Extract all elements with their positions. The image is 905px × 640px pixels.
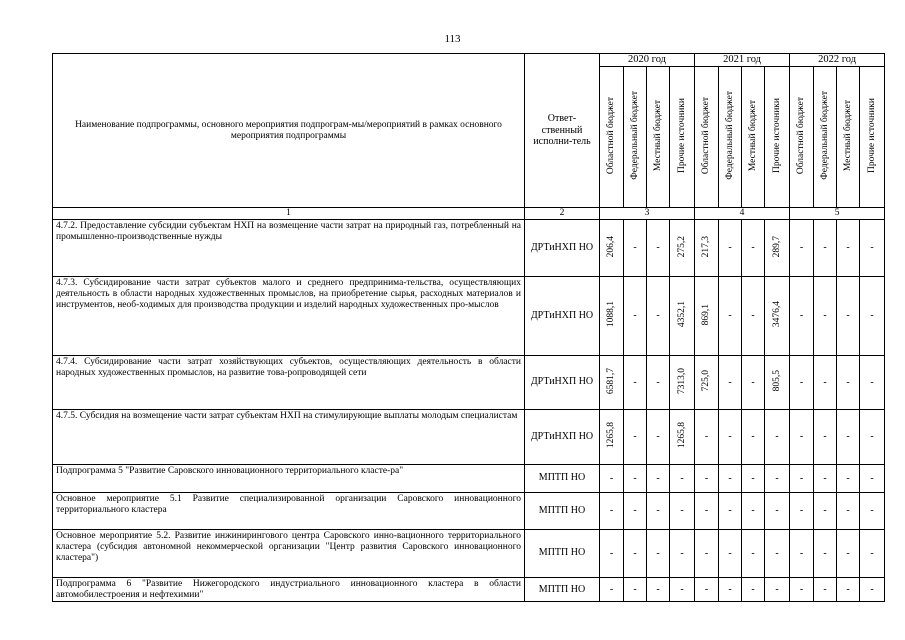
row-value: - xyxy=(728,584,732,596)
row-value: - xyxy=(870,376,874,388)
row-value-cell xyxy=(695,410,719,465)
row-executor: МПТП НО xyxy=(525,578,600,602)
row-value-cell xyxy=(860,277,885,356)
row-value-cell xyxy=(837,530,860,578)
row-value: 805,5 xyxy=(771,370,782,392)
table-row xyxy=(53,410,885,465)
row-value: 275,2 xyxy=(676,235,687,257)
row-value-cell xyxy=(860,220,885,277)
row-value: - xyxy=(751,431,755,443)
row-value-cell xyxy=(624,530,647,578)
source-header xyxy=(742,67,765,208)
row-value: - xyxy=(609,547,614,559)
table-row xyxy=(53,220,885,277)
row-value-cell xyxy=(742,578,765,602)
row-executor: ДРТиНХП НО xyxy=(525,277,600,356)
row-value: - xyxy=(846,505,850,517)
row-value-cell xyxy=(837,410,860,465)
col-number-2: 2 xyxy=(525,208,600,220)
row-value-cell xyxy=(742,220,765,277)
row-value-cell xyxy=(719,493,742,530)
row-value: - xyxy=(680,472,684,484)
row-value: - xyxy=(799,547,804,559)
source-header xyxy=(860,67,885,208)
row-value-cell xyxy=(765,356,790,410)
row-value-cell xyxy=(790,410,814,465)
row-value-cell xyxy=(695,220,719,277)
source-header xyxy=(600,67,624,208)
row-value: 217,3 xyxy=(701,235,712,257)
row-value-cell xyxy=(600,493,624,530)
row-value: - xyxy=(846,547,850,559)
row-value-cell xyxy=(790,530,814,578)
row-value-cell xyxy=(647,530,670,578)
row-value: - xyxy=(823,242,827,254)
row-value: - xyxy=(823,472,827,484)
source-header xyxy=(670,67,695,208)
row-value: - xyxy=(633,547,637,559)
row-value-cell xyxy=(837,493,860,530)
row-value-cell xyxy=(765,277,790,356)
row-value: - xyxy=(751,376,755,388)
row-value: 206,4 xyxy=(606,235,617,257)
row-value: - xyxy=(775,472,779,484)
source-header xyxy=(814,67,837,208)
source-header-label: Прочие источники xyxy=(866,97,877,173)
row-value-cell xyxy=(647,356,670,410)
row-executor: ДРТиНХП НО xyxy=(525,410,600,465)
source-header-label: Федеральный бюджет xyxy=(819,90,830,180)
row-value-cell xyxy=(790,356,814,410)
row-value: - xyxy=(775,431,779,443)
row-value: - xyxy=(823,431,827,443)
row-value-cell xyxy=(695,530,719,578)
source-header-label: Областной бюджет xyxy=(796,96,807,174)
table-row xyxy=(53,277,885,356)
row-value-cell xyxy=(670,578,695,602)
row-description: 4.7.2. Предоставление субсидии субъектам НХП на возмещение части затрат на природный газ, потребленный на промышленно-производственные нужды xyxy=(53,220,525,277)
row-value-cell xyxy=(860,578,885,602)
row-value: - xyxy=(775,547,779,559)
row-value-cell xyxy=(647,277,670,356)
row-value: - xyxy=(846,431,850,443)
row-value-cell xyxy=(695,493,719,530)
col-number-5: 5 xyxy=(790,208,885,220)
row-value: - xyxy=(728,376,732,388)
source-header-label: Федеральный бюджет xyxy=(629,90,640,180)
row-description: Основное мероприятие 5.1 Развитие специализированной организации Саровского инновационного территориального кластера xyxy=(53,493,525,530)
row-value: - xyxy=(704,472,709,484)
row-value-cell xyxy=(600,530,624,578)
row-value-cell xyxy=(837,220,860,277)
row-executor: ДРТиНХП НО xyxy=(525,356,600,410)
row-value: - xyxy=(751,310,755,322)
row-value: - xyxy=(633,431,637,443)
row-value: - xyxy=(846,472,850,484)
row-value: - xyxy=(846,584,850,596)
source-header xyxy=(695,67,719,208)
year-header-2021: 2021 год xyxy=(695,54,790,67)
row-value-cell xyxy=(647,493,670,530)
row-value: - xyxy=(728,472,732,484)
source-header-label: Прочие источники xyxy=(676,97,687,173)
row-executor: МПТП НО xyxy=(525,465,600,493)
row-value: - xyxy=(609,584,614,596)
source-header-label: Областной бюджет xyxy=(606,96,617,174)
source-header-label: Местный бюджет xyxy=(842,99,853,171)
row-value-cell xyxy=(814,493,837,530)
row-value-cell xyxy=(814,465,837,493)
row-value: - xyxy=(823,505,827,517)
row-value-cell xyxy=(624,410,647,465)
row-value: - xyxy=(609,505,614,517)
row-value: - xyxy=(609,472,614,484)
row-value-cell xyxy=(860,493,885,530)
row-value: - xyxy=(728,242,732,254)
row-value: - xyxy=(846,376,850,388)
row-value-cell xyxy=(670,493,695,530)
row-value: - xyxy=(799,310,804,322)
row-value: - xyxy=(799,505,804,517)
row-value-cell xyxy=(600,277,624,356)
row-value: - xyxy=(633,376,637,388)
row-value-cell xyxy=(742,356,765,410)
source-header xyxy=(837,67,860,208)
row-value: - xyxy=(728,310,732,322)
row-value: - xyxy=(775,584,779,596)
row-value-cell xyxy=(670,356,695,410)
row-description: 4.7.4. Субсидирование части затрат хозяйствующих субъектов, осуществляющих деятельность в области народных художественных промыслов, на развитие това-ропроводящей сети xyxy=(53,356,525,410)
row-value-cell xyxy=(719,277,742,356)
page-number: 113 xyxy=(444,33,461,45)
row-value-cell xyxy=(860,530,885,578)
row-value-cell xyxy=(670,410,695,465)
source-header xyxy=(719,67,742,208)
row-value: - xyxy=(656,505,660,517)
row-executor: МПТП НО xyxy=(525,493,600,530)
row-value-cell xyxy=(695,356,719,410)
row-value-cell xyxy=(837,277,860,356)
source-header xyxy=(765,67,790,208)
row-value: - xyxy=(799,472,804,484)
source-header-label: Областной бюджет xyxy=(701,96,712,174)
row-value: - xyxy=(799,584,804,596)
row-value-cell xyxy=(790,220,814,277)
row-description: 4.7.3. Субсидирование части затрат субъектов малого и среднего предпринима-тельства, осуществляющих деятельность в области народных художественных промыслов, на приобретение сырья, расходных материалов и инструментов, необ-ходимых для производства продукции и изделий народных художественных про-мыслов xyxy=(53,277,525,356)
row-description: Подпрограмма 6 "Развитие Нижегородского индустриального инновационного кластера в области автомобилестроения и нефтехимии" xyxy=(53,578,525,602)
row-value-cell xyxy=(670,465,695,493)
row-value-cell xyxy=(670,220,695,277)
col-number-4: 4 xyxy=(695,208,790,220)
row-value-cell xyxy=(600,410,624,465)
row-value: - xyxy=(846,310,850,322)
row-value-cell xyxy=(860,410,885,465)
row-description: 4.7.5. Субсидия на возмещение части затрат субъектам НХП на стимулирующие выплаты молодым специалистам xyxy=(53,410,525,465)
row-value-cell xyxy=(790,465,814,493)
year-header-2020: 2020 год xyxy=(600,54,695,67)
row-value: - xyxy=(633,472,637,484)
row-value-cell xyxy=(624,277,647,356)
row-value-cell xyxy=(624,356,647,410)
row-value: - xyxy=(728,547,732,559)
row-value-cell xyxy=(600,465,624,493)
row-value: - xyxy=(633,584,637,596)
source-header xyxy=(624,67,647,208)
row-value-cell xyxy=(647,220,670,277)
row-value-cell xyxy=(695,277,719,356)
row-executor: МПТП НО xyxy=(525,530,600,578)
row-value-cell xyxy=(814,277,837,356)
col-number-1: 1 xyxy=(53,208,525,220)
row-value-cell xyxy=(670,277,695,356)
row-value-cell xyxy=(742,277,765,356)
row-value: - xyxy=(846,242,850,254)
row-value-cell xyxy=(860,356,885,410)
row-value-cell xyxy=(600,356,624,410)
table-row xyxy=(53,465,885,493)
row-value: - xyxy=(799,242,804,254)
row-value: - xyxy=(656,584,660,596)
row-value: - xyxy=(799,431,804,443)
row-value: - xyxy=(799,376,804,388)
table-row xyxy=(53,530,885,578)
row-value-cell xyxy=(742,530,765,578)
row-value-cell xyxy=(837,465,860,493)
row-value-cell xyxy=(647,465,670,493)
row-value-cell xyxy=(837,578,860,602)
row-value-cell xyxy=(814,356,837,410)
source-header xyxy=(647,67,670,208)
table-row xyxy=(53,356,885,410)
name-column-header: Наименование подпрограммы, основного мероприятия подпрограм-мы/мероприятий в рамках основного мероприятия подпрограммы xyxy=(53,54,525,208)
row-value: - xyxy=(728,505,732,517)
executor-column-header: Ответ-ственный исполни-тель xyxy=(525,54,600,208)
row-value: 725,0 xyxy=(701,370,712,392)
row-value-cell xyxy=(600,578,624,602)
row-value-cell xyxy=(765,578,790,602)
row-value: - xyxy=(656,431,660,443)
row-value: - xyxy=(870,472,874,484)
row-value: - xyxy=(656,242,660,254)
row-value: - xyxy=(751,584,755,596)
row-value-cell xyxy=(860,465,885,493)
row-value-cell xyxy=(719,465,742,493)
row-value: - xyxy=(823,310,827,322)
col-number-3: 3 xyxy=(600,208,695,220)
row-value: - xyxy=(704,547,709,559)
row-value-cell xyxy=(814,578,837,602)
row-value: 6581,7 xyxy=(606,367,617,394)
row-value-cell xyxy=(695,578,719,602)
row-value-cell xyxy=(765,220,790,277)
row-value: - xyxy=(751,505,755,517)
row-value-cell xyxy=(719,530,742,578)
row-value-cell xyxy=(742,465,765,493)
row-value: - xyxy=(633,310,637,322)
source-header-label: Федеральный бюджет xyxy=(724,90,735,180)
row-value-cell xyxy=(670,530,695,578)
row-value: - xyxy=(870,431,874,443)
row-value: - xyxy=(633,242,637,254)
row-value: - xyxy=(704,584,709,596)
row-value-cell xyxy=(765,530,790,578)
row-value: - xyxy=(870,584,874,596)
row-value: 869,1 xyxy=(701,303,712,325)
table-row xyxy=(53,493,885,530)
row-value-cell xyxy=(814,410,837,465)
row-value-cell xyxy=(719,356,742,410)
row-value-cell xyxy=(837,356,860,410)
row-value: - xyxy=(656,547,660,559)
row-value: - xyxy=(823,584,827,596)
row-value-cell xyxy=(624,578,647,602)
row-value: - xyxy=(870,505,874,517)
row-value-cell xyxy=(719,578,742,602)
row-value: 1265,8 xyxy=(606,422,617,449)
row-value: - xyxy=(656,376,660,388)
row-value-cell xyxy=(790,277,814,356)
row-value: 7313,0 xyxy=(676,367,687,394)
row-value-cell xyxy=(719,220,742,277)
row-value-cell xyxy=(790,578,814,602)
row-value-cell xyxy=(742,493,765,530)
row-value-cell xyxy=(624,493,647,530)
row-value-cell xyxy=(742,410,765,465)
row-value: - xyxy=(680,505,684,517)
row-value-cell xyxy=(600,220,624,277)
source-header-label: Прочие источники xyxy=(771,97,782,173)
row-description: Подпрограмма 5 "Развитие Саровского инновационного территориального класте-ра" xyxy=(53,465,525,493)
row-value-cell xyxy=(624,465,647,493)
row-value: 1088,1 xyxy=(606,301,617,328)
row-value: - xyxy=(823,376,827,388)
row-value: - xyxy=(728,431,732,443)
row-value: - xyxy=(680,547,684,559)
row-value-cell xyxy=(719,410,742,465)
row-value-cell xyxy=(765,465,790,493)
row-value: - xyxy=(704,431,709,443)
row-value: 3476,4 xyxy=(771,301,782,328)
row-value-cell xyxy=(695,465,719,493)
row-value-cell xyxy=(647,410,670,465)
row-value: - xyxy=(656,472,660,484)
row-value: 4352,1 xyxy=(676,301,687,328)
row-value-cell xyxy=(647,578,670,602)
row-value: - xyxy=(751,472,755,484)
row-value-cell xyxy=(790,493,814,530)
budget-table xyxy=(52,53,885,602)
row-executor: ДРТиНХП НО xyxy=(525,220,600,277)
row-value-cell xyxy=(765,410,790,465)
row-value-cell xyxy=(624,220,647,277)
row-value: - xyxy=(680,584,684,596)
row-value-cell xyxy=(814,220,837,277)
source-header-label: Местный бюджет xyxy=(747,99,758,171)
year-header-2022: 2022 год xyxy=(790,54,885,67)
row-value: - xyxy=(704,505,709,517)
row-value: 1265,8 xyxy=(676,422,687,449)
row-value: - xyxy=(751,547,755,559)
table-row xyxy=(53,578,885,602)
row-description: Основное мероприятие 5.2. Развитие инжинирингового центра Саровского инно-вационного территориального кластера (субсидия автономной некоммерческой организации "Центр развития Саровского инновационного кластера") xyxy=(53,530,525,578)
row-value-cell xyxy=(814,530,837,578)
row-value: - xyxy=(751,242,755,254)
row-value: - xyxy=(775,505,779,517)
row-value: - xyxy=(870,310,874,322)
row-value: - xyxy=(870,242,874,254)
row-value-cell xyxy=(765,493,790,530)
row-value: - xyxy=(870,547,874,559)
row-value: - xyxy=(823,547,827,559)
row-value: - xyxy=(633,505,637,517)
source-header-label: Местный бюджет xyxy=(652,99,663,171)
source-header xyxy=(790,67,814,208)
row-value: 289,7 xyxy=(771,235,782,257)
row-value: - xyxy=(656,310,660,322)
